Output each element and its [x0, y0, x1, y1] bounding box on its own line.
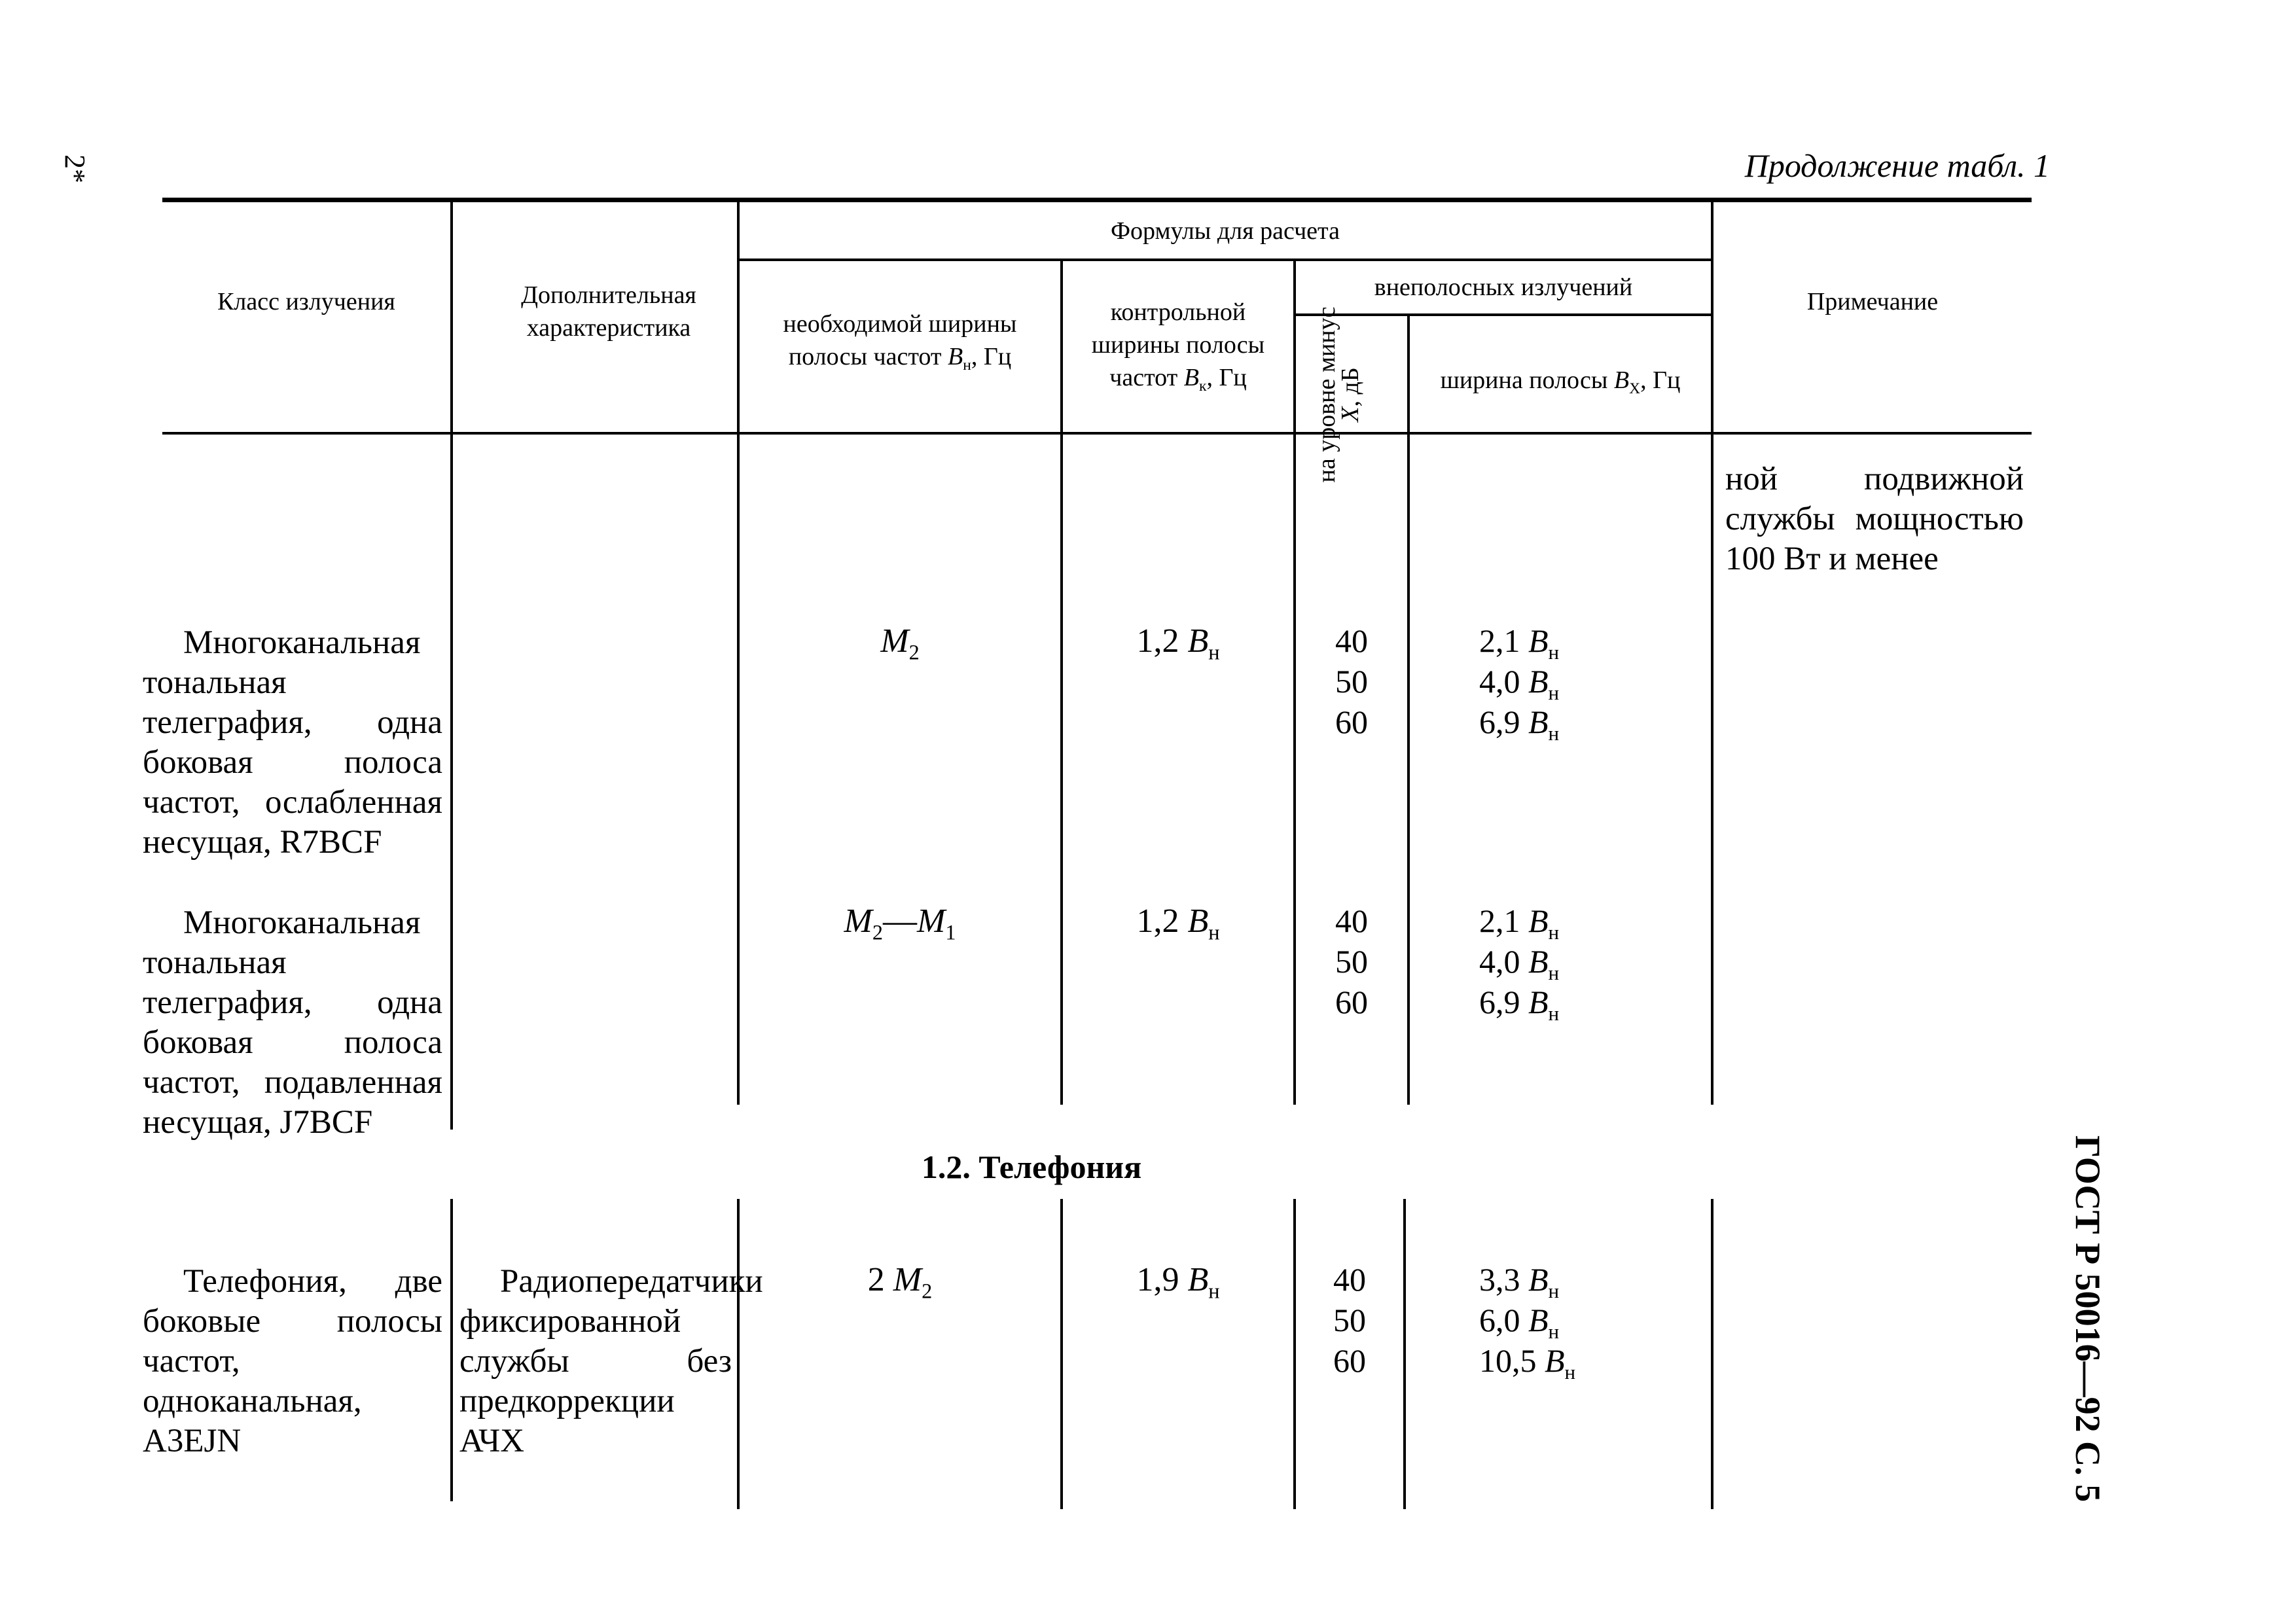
row2-necessary-bandwidth	[740, 902, 1060, 944]
row2-level: 40	[1335, 902, 1368, 939]
tel-width	[1479, 1340, 1575, 1381]
note-continuation: ной подвижной службы мощностью 100 Вт и менее	[1725, 461, 2024, 577]
col-rule-5-body	[1407, 432, 1410, 1105]
header-level-unit: , дБ	[1336, 367, 1364, 407]
row1-widths	[1479, 620, 1560, 745]
tel-widths	[1479, 1259, 1575, 1381]
row2-width-subscript: н	[1548, 961, 1560, 984]
header-width-unit: , Гц	[1640, 366, 1681, 394]
col-rule-5	[1407, 313, 1410, 433]
row1-width	[1479, 661, 1559, 702]
header-width	[1411, 364, 1710, 397]
row1-width	[1479, 702, 1560, 745]
header-level-text: на уровне минус	[1313, 306, 1340, 483]
header-out-of-band: внеполосных излучений	[1374, 274, 1633, 301]
tel-col-rule-1	[450, 1199, 453, 1501]
row1-levels	[1296, 620, 1407, 742]
row2-width	[1479, 941, 1559, 982]
header-width-symbol: B	[1613, 366, 1630, 394]
header-control-subscript: к	[1199, 378, 1207, 395]
page-mark: 2*	[59, 154, 91, 183]
header-control-bandwidth	[1073, 296, 1283, 394]
header-control-unit: , Гц	[1206, 364, 1247, 391]
tel-width-value: 6,0	[1479, 1302, 1520, 1338]
row2-necessary-symbol-a: M	[844, 902, 872, 940]
tel-level: 40	[1333, 1261, 1366, 1298]
row1-width-subscript: н	[1548, 721, 1560, 745]
header-additional: Дополнительная характеристика	[521, 281, 696, 342]
tel-col-rule-5	[1403, 1199, 1406, 1509]
header-necessary-bandwidth	[753, 308, 1047, 373]
row1-level: 50	[1335, 663, 1368, 700]
col-rule-6	[1711, 200, 1713, 1105]
row2-level: 60	[1335, 984, 1368, 1020]
tel-width	[1479, 1300, 1575, 1343]
tel-width	[1479, 1259, 1575, 1300]
tel-control-bandwidth	[1067, 1260, 1289, 1303]
col-rule-3	[1060, 259, 1063, 1105]
header-note: Примечание	[1806, 288, 1939, 315]
row2-width	[1479, 982, 1560, 1025]
tel-additional: Радиопередатчики фиксированной службы без предкоррекции АЧХ	[459, 1263, 763, 1459]
tel-control-value: 1,9	[1136, 1261, 1179, 1298]
header-formulas: Формулы для расчета	[1111, 217, 1340, 245]
header-necessary-symbol: B	[948, 343, 963, 370]
tel-width-value: 10,5	[1479, 1342, 1537, 1379]
table-top-rule	[162, 198, 2032, 202]
row2-width-value: 6,9	[1479, 984, 1520, 1020]
row1-control-value: 1,2	[1136, 622, 1179, 660]
row2-width-subscript: н	[1548, 1001, 1560, 1025]
row1-level: 60	[1335, 704, 1368, 740]
header-necessary-unit: , Гц	[971, 343, 1012, 370]
tel-necessary-value: 2	[867, 1261, 885, 1298]
header-width-text: ширина полосы	[1440, 366, 1608, 394]
tel-level: 50	[1333, 1302, 1366, 1338]
row2-levels	[1296, 901, 1407, 1022]
row2-necessary-subscript-a: 2	[872, 920, 883, 944]
section-heading: 1.2. Телефония	[921, 1149, 1142, 1185]
row2-control-bandwidth	[1067, 902, 1289, 944]
row1-emission-class: Многоканальная тональная телеграфия, одна боковая полоса частот, ослабленная несущая, R7BCF	[143, 624, 442, 861]
tel-col-rule-6	[1711, 1199, 1713, 1509]
row2-width-symbol: B	[1528, 902, 1549, 939]
tel-control-symbol: B	[1187, 1261, 1209, 1298]
row2-width-symbol: B	[1528, 984, 1549, 1020]
tel-emission-class: Телефония, две боковые полосы частот, одноканальная, A3EJN	[143, 1263, 442, 1459]
row2-necessary-subscript-b: 1	[945, 920, 956, 944]
row2-control-symbol: B	[1187, 902, 1209, 940]
tel-width-subscript: н	[1564, 1360, 1576, 1383]
row2-level: 50	[1335, 943, 1368, 980]
tel-control-subscript: н	[1208, 1279, 1220, 1303]
row2-necessary-symbol-b: M	[917, 902, 946, 940]
tel-width-symbol: B	[1528, 1261, 1549, 1298]
row1-width-value: 4,0	[1479, 663, 1520, 700]
row2-width	[1479, 901, 1560, 944]
header-necessary-subscript: н	[963, 357, 971, 374]
tel-level: 60	[1333, 1342, 1366, 1379]
row2-widths	[1479, 901, 1560, 1025]
tel-levels	[1296, 1259, 1403, 1381]
row1-control-subscript: н	[1208, 640, 1220, 664]
row2-control-subscript: н	[1208, 920, 1220, 944]
row1-necessary-symbol: M	[880, 622, 909, 660]
header-control-text: контрольной ширины полосы частот	[1091, 298, 1265, 391]
row2-width-subscript: н	[1548, 920, 1560, 944]
row2-control-value: 1,2	[1136, 902, 1179, 940]
row2-width-value: 4,0	[1479, 943, 1520, 980]
header-bottom-rule	[162, 432, 2032, 435]
tel-width-subscript: н	[1548, 1319, 1560, 1343]
row1-width-symbol: B	[1528, 704, 1549, 740]
row1-necessary-bandwidth	[740, 622, 1060, 664]
header-level-symbol: X	[1336, 406, 1364, 422]
row1-width-value: 6,9	[1479, 704, 1520, 740]
row1-width-symbol: B	[1528, 663, 1549, 700]
tel-necessary-bandwidth	[740, 1260, 1060, 1303]
standard-designation: ГОСТ Р 50016—92 С. 5	[2068, 1135, 2108, 1503]
row2-emission-class: Многоканальная тональная телеграфия, одна боковая полоса частот, подавленная несущая, J7BCF	[143, 904, 442, 1141]
row2-necessary-dash: —	[883, 902, 917, 940]
row1-level: 40	[1335, 622, 1368, 659]
tel-col-rule-3	[1060, 1199, 1063, 1509]
row1-width-symbol: B	[1528, 622, 1549, 659]
tel-width-symbol: B	[1545, 1342, 1565, 1379]
row2-width-value: 2,1	[1479, 902, 1520, 939]
continuation-caption: Продолжение табл. 1	[1744, 147, 2050, 184]
header-necessary-text: необходимой ширины полосы частот	[783, 310, 1017, 370]
tel-necessary-subscript: 2	[922, 1279, 933, 1303]
row1-width-value: 2,1	[1479, 622, 1520, 659]
tel-width-value: 3,3	[1479, 1261, 1520, 1298]
header-width-subscript: X	[1629, 380, 1641, 398]
col-rule-1	[450, 200, 453, 1130]
row1-width-subscript: н	[1548, 640, 1560, 664]
row1-control-bandwidth	[1067, 622, 1289, 664]
row1-width	[1479, 620, 1560, 664]
row1-width-subscript: н	[1548, 681, 1560, 704]
row1-necessary-subscript: 2	[908, 640, 920, 664]
header-level	[1315, 303, 1387, 486]
row2-width-symbol: B	[1528, 943, 1549, 980]
tel-width-symbol: B	[1528, 1302, 1549, 1338]
tel-width-subscript: н	[1548, 1279, 1560, 1302]
header-rule-formulas	[738, 259, 1713, 261]
header-emission-class: Класс излучения	[217, 288, 395, 315]
tel-col-rule-2	[737, 1199, 740, 1509]
row1-control-symbol: B	[1187, 622, 1209, 660]
tel-necessary-symbol: M	[893, 1261, 922, 1298]
header-control-symbol: B	[1183, 364, 1199, 391]
